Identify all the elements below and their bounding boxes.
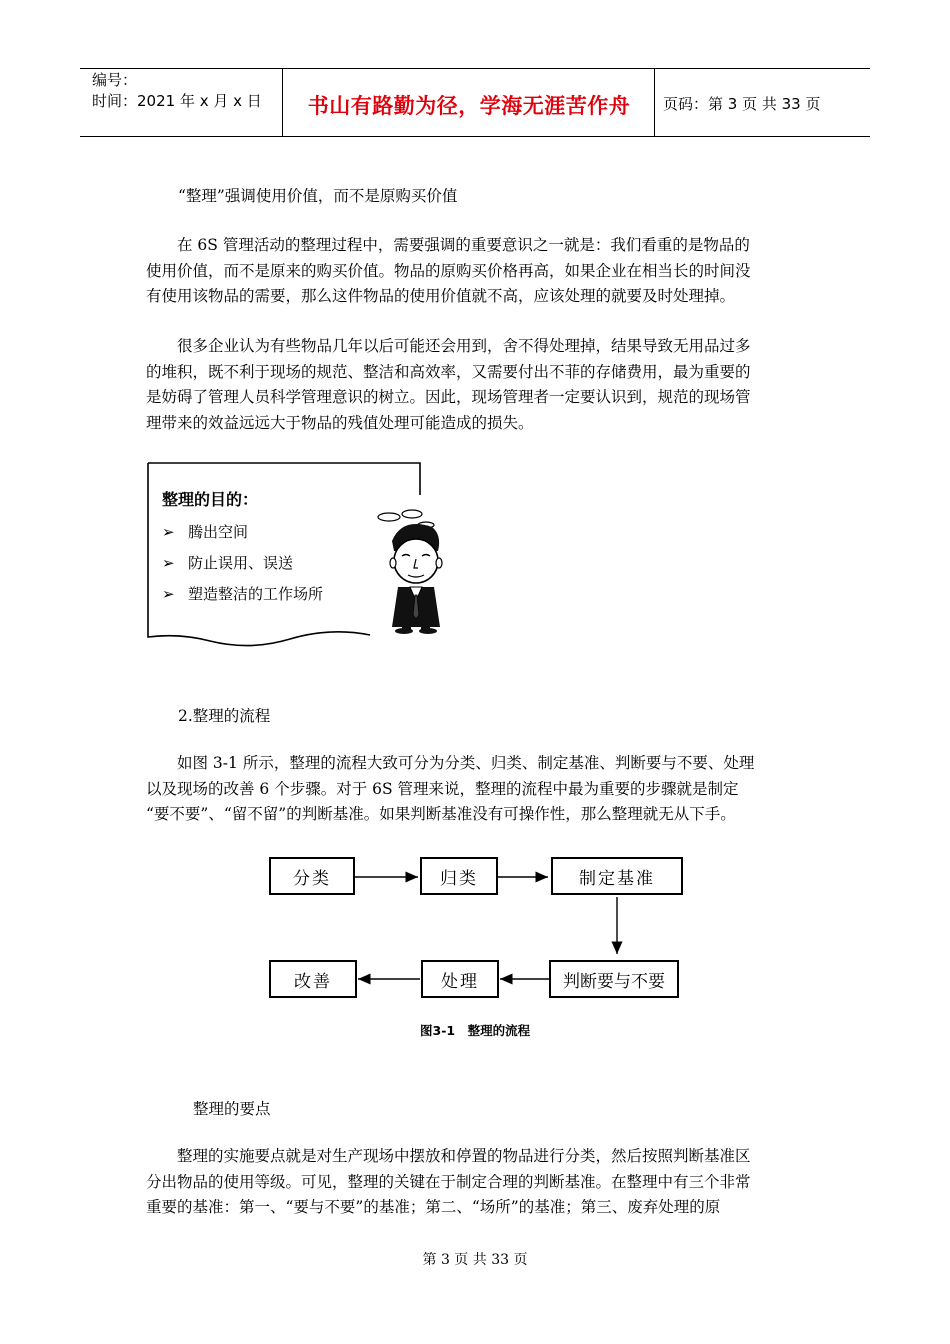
paragraph-line: “要不要”、“留不留”的判断基准。如果判断基准没有可操作性，那么整理就无从下手。 (146, 805, 736, 823)
note-item-text: 塑造整洁的工作场所 (188, 585, 324, 603)
paragraph-line: 分出物品的使用等级。可见，整理的关键在于制定合理的判断基准。在整理中有三个非常 (146, 1172, 751, 1191)
paragraph-line: 整理的实施要点就是对生产现场中摆放和停置的物品进行分类，然后按照判断基准区 (177, 1147, 751, 1165)
paragraph-line: 有使用该物品的需要，那么这件物品的使用价值就不高，应该处理的就要及时处理掉。 (146, 287, 736, 305)
arrow-icon: ➢ (162, 554, 175, 572)
paragraph-line: 在 6S 管理活动的整理过程中，需要强调的重要意识之一就是：我们看重的是物品的 (177, 236, 750, 254)
note-item (162, 552, 293, 573)
flow-step-dispose: 处理 (421, 960, 499, 998)
arrow-icon: ➢ (162, 585, 175, 603)
paragraph-value-emphasis (146, 233, 806, 310)
paragraph-line: 是妨碍了管理人员科学管理意识的树立。因此，现场管理者一定要认识到，规范的现场管 (146, 388, 751, 406)
header-divider-left (282, 69, 283, 136)
paragraph-line: 如图 3-1 所示，整理的流程大致可分为分类、归类、制定基准、判断要与不要、处理 (177, 754, 755, 772)
cartoon-man-icon (378, 510, 442, 634)
header-bottom-rule (80, 136, 870, 137)
paragraph-key-points (146, 1144, 806, 1221)
paragraph-line: 重要的基准：第一、“要与不要”的基准；第二、“场所”的基准；第三、废弃处理的原 (146, 1198, 721, 1216)
note-item (162, 521, 248, 542)
paragraph-disposal (146, 334, 806, 436)
header-meta (92, 70, 262, 112)
note-title: 整理的目的： (162, 490, 259, 509)
header-number: 编号： (92, 71, 138, 89)
flow-step-group: 归类 (420, 857, 498, 895)
section-heading-process: 2.整理的流程 (178, 707, 271, 725)
paragraph-line: 很多企业认为有些物品几年以后可能还会用到，舍不得处理掉，结果导致无用品过多 (177, 337, 751, 355)
header-divider-right (654, 69, 655, 136)
flow-step-classify: 分类 (269, 857, 355, 895)
paragraph-line: 以及现场的改善 6 个步骤。对于 6S 管理来说，整理的流程中最为重要的步骤就是制定 (146, 779, 739, 798)
header-time: 时间：2021 年 x 月 x 日 (92, 92, 262, 110)
section-heading-key-points: 整理的要点 (193, 1100, 271, 1118)
paragraph-line: 使用价值，而不是原来的购买价值。物品的原购买价格再高，如果企业在相当长的时间没 (146, 261, 751, 280)
arrow-icon: ➢ (162, 523, 175, 541)
note-item (162, 583, 323, 604)
note-item-text: 防止误用、误送 (188, 554, 294, 572)
flow-step-judge: 判断要与不要 (549, 960, 679, 998)
paragraph-line: 的堆积，既不利于现场的规范、整洁和高效率，又需要付出不菲的存储费用，最为重要的 (146, 362, 751, 381)
note-item-text: 腾出空间 (188, 523, 249, 541)
page-footer: 第 3 页 共 33 页 (422, 1252, 528, 1268)
header-top-rule (80, 68, 870, 69)
flow-step-set-standard: 制定基准 (551, 857, 683, 895)
header-motto: 书山有路勤为径，学海无涯苦作舟 (307, 94, 631, 118)
paragraph-process (146, 751, 806, 828)
section-heading-value: “整理”强调使用价值，而不是原购买价值 (178, 187, 458, 205)
flow-step-improve: 改善 (269, 960, 357, 998)
header-page-number: 页码：第 3 页 共 33 页 (663, 95, 821, 113)
figure-caption: 图3-1 整理的流程 (420, 1023, 531, 1038)
paragraph-line: 理带来的效益远远大于物品的残值处理可能造成的损失。 (146, 413, 534, 432)
